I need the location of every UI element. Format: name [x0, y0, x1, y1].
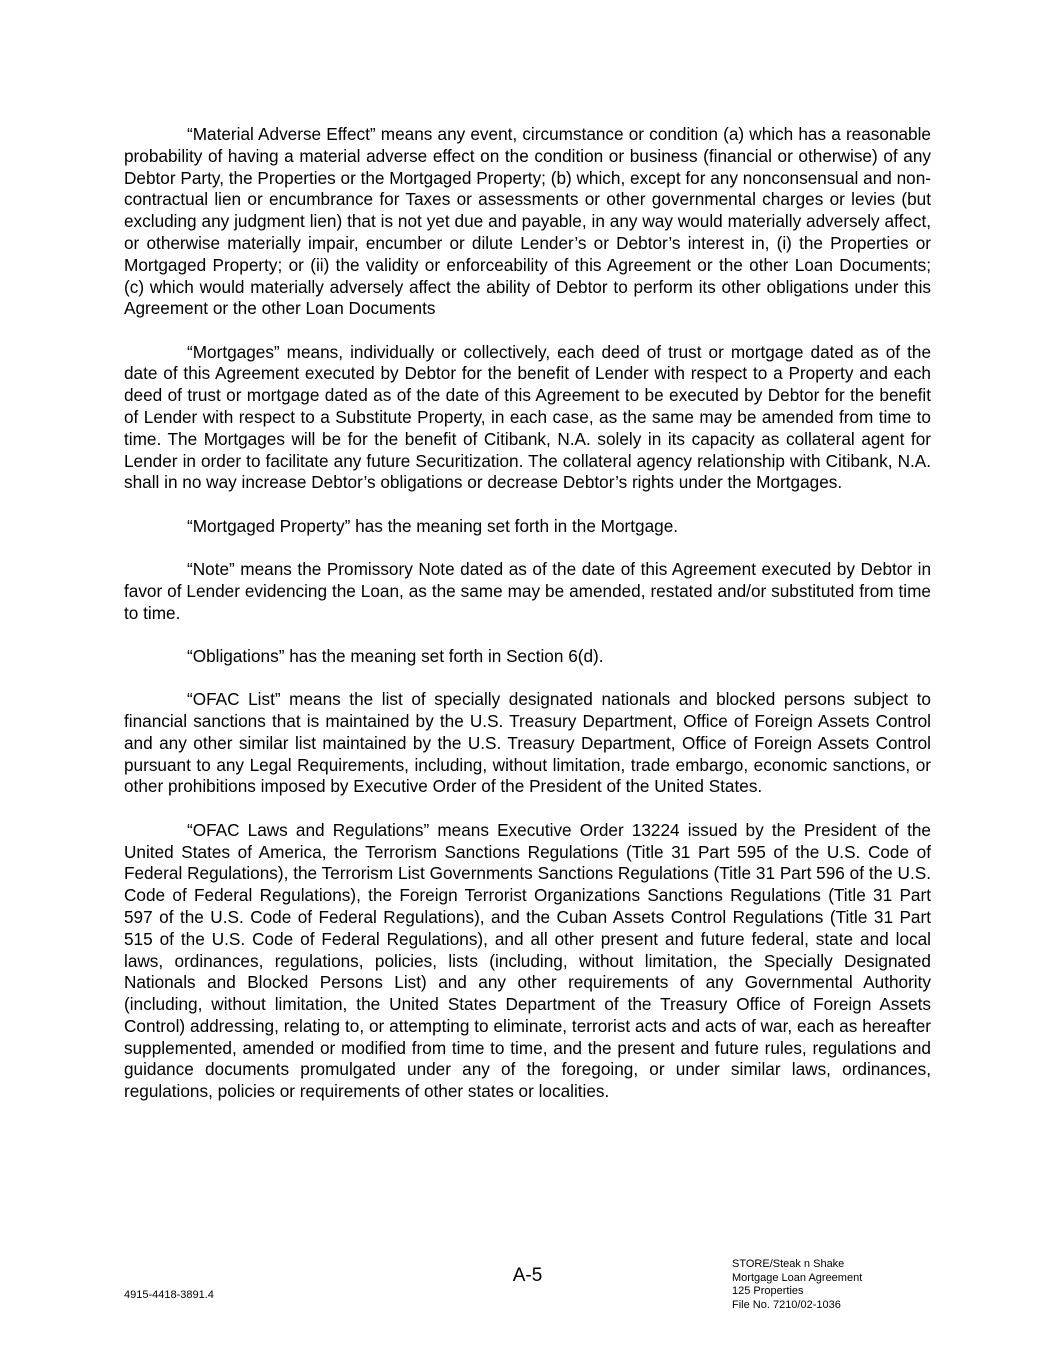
definition-mortgages: “Mortgages” means, individually or collectively, each deed of trust or mortgage dated as of the date of this Agreement executed by Debtor for the benefit of Lender with respect to a Property and each deed of trust or mortgage dated as of the date of this Agreement to be executed by Debtor for the benefit of Lender with respect to a Substitute Property, in each case, as the same may be amended from time to time. The Mortgages will be for the benefit of Citibank, N.A. solely in its capacity as collateral agent for Lender in order to facilitate any future Securitization. The collateral agency relationship with Citibank, N.A. shall in no way increase Debtor’s obligations or decrease Debtor’s rights under the Mortgages.	[124, 341, 931, 493]
definition-ofac-laws: “OFAC Laws and Regulations” means Executive Order 13224 issued by the President of the United States of America, the Terrorism Sanctions Regulations (Title 31 Part 595 of the U.S. Code of Federal Regulations), the Terrorism List Governments Sanctions Regulations (Title 31 Part 596 of the U.S. Code of Federal Regulations), the Foreign Terrorist Organizations Sanctions Regulations (Title 31 Part 597 of the U.S. Code of Federal Regulations), and the Cuban Assets Control Regulations (Title 31 Part 515 of the U.S. Code of Federal Regulations), and all other present and future federal, state and local laws, ordinances, regulations, policies, lists (including, without limitation, the Specially Designated Nationals and Blocked Persons List) and any other requirements of any Governmental Authority (including, without limitation, the United States Department of the Treasury Office of Foreign Assets Control) addressing, relating to, or attempting to eliminate, terrorist acts and acts of war, each as hereafter supplemented, amended or modified from time to time, and the present and future rules, regulations and guidance documents promulgated under any of the foregoing, or under similar laws, ordinances, regulations, policies or requirements of other states or localities.	[124, 819, 931, 1102]
footer-reference-line: 125 Properties	[732, 1285, 804, 1297]
footer-reference-line: STORE/Steak n Shake	[732, 1258, 845, 1270]
footer-reference-line: Mortgage Loan Agreement	[732, 1271, 863, 1284]
definition-ofac-list: “OFAC List” means the list of specially designated nationals and blocked persons subject to financial sanctions that is maintained by the U.S. Treasury Department, Office of Foreign Assets Control and any other similar list maintained by the U.S. Treasury Department, Office of Foreign Assets Control pursuant to any Legal Requirements, including, without limitation, trade embargo, economic sanctions, or other prohibitions imposed by Executive Order of the President of the United States.	[124, 689, 931, 797]
definition-mortgaged-property: “Mortgaged Property” has the meaning set forth in the Mortgage.	[187, 515, 679, 536]
document-id: 4915-4418-3891.4	[124, 1289, 214, 1301]
footer-reference-line: File No. 7210/02-1036	[732, 1298, 841, 1311]
footer-reference	[732, 1258, 862, 1312]
definition-material-adverse-effect: “Material Adverse Effect” means any event, circumstance or condition (a) which has a reasonable probability of having a material adverse effect on the condition or business (financial or otherwise) of any Debtor Party, the Properties or the Mortgaged Property; (b) which, except for any nonconsensual and non-contractual lien or encumbrance for Taxes or assessments or other governmental charges or levies (but excluding any judgment lien) that is not yet due and payable, in any way would materially adversely affect, or otherwise materially impair, encumber or dilute Lender’s or Debtor’s interest in, (i) the Properties or Mortgaged Property; or (ii) the validity or enforceability of this Agreement or the other Loan Documents; (c) which would materially adversely affect the ability of Debtor to perform its other obligations under this Agreement or the other Loan Documents	[124, 124, 931, 319]
document-body	[124, 124, 931, 1125]
definition-obligations: “Obligations” has the meaning set forth in Section 6(d).	[187, 645, 604, 666]
definition-note: “Note” means the Promissory Note dated as of the date of this Agreement executed by Debtor in favor of Lender evidencing the Loan, as the same may be amended, restated and/or substituted from time to time.	[124, 559, 931, 623]
page-number: A-5	[512, 1265, 543, 1286]
